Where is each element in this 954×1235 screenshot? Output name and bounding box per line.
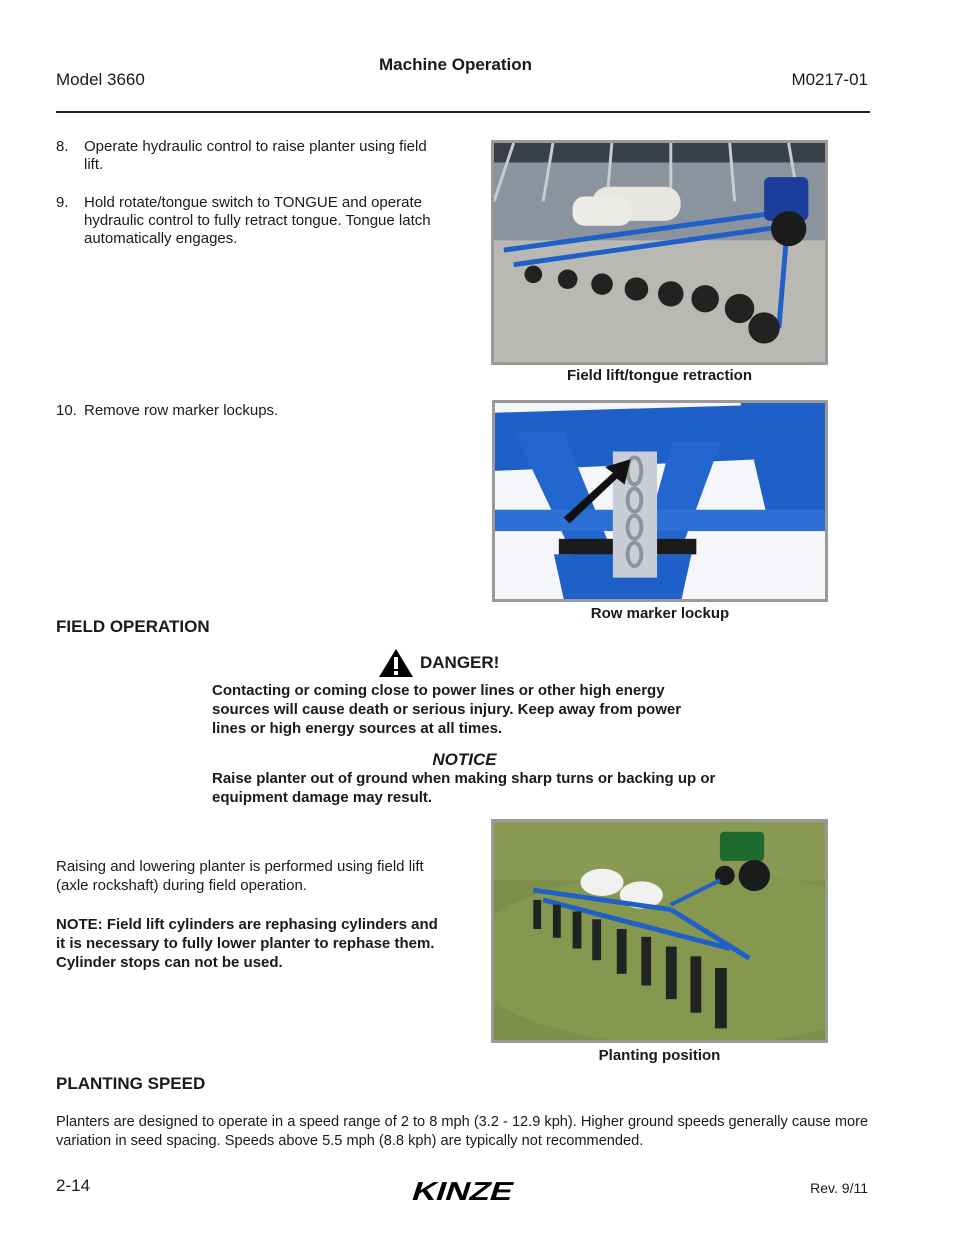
section-heading-field-operation: FIELD OPERATION [56, 617, 210, 636]
figure-caption: Planting position [598, 1047, 721, 1064]
revision-date: Rev. 9/11 [810, 1180, 868, 1196]
notice-title: NOTICE [432, 750, 497, 769]
logo-wordmark: KINZE [408, 1176, 496, 1206]
page-number: 2-14 [56, 1176, 91, 1195]
planter-in-field-illustration [494, 822, 825, 1040]
warning-triangle-icon [378, 648, 414, 678]
step-text: Remove row marker lockups. [84, 402, 279, 419]
step-text: Hold rotate/tongue switch to TONGUE and operate hydraulic control to fully retract tongue. Tongue latch automatically engages. [84, 194, 431, 247]
header-doc-number: M0217-01 [791, 70, 868, 89]
step-8 [56, 138, 456, 178]
kinze-logo-mark [404, 1176, 522, 1206]
photo-row-marker-lockup [492, 400, 828, 602]
planting-speed-body: Planters are designed to operate in a speed range of 2 to 8 mph (3.2 - 12.9 kph). Higher ground speeds generally cause more variation in seed spacing. Speeds above 5.5 mph (8.8 kph) are typically not recommended. [56, 1114, 869, 1149]
field-operation-body: Raising and lowering planter is performed using field lift (axle rockshaft) during field operation. [56, 858, 424, 894]
header-model: Model 3660 [56, 70, 145, 89]
header-section-title: Machine Operation [379, 55, 533, 74]
danger-title: DANGER! [420, 653, 500, 672]
step-9 [56, 194, 456, 254]
step-number: 9. [56, 194, 69, 211]
photo-field-lift-retraction [491, 140, 828, 365]
step-number: 10. [56, 402, 77, 419]
step-number: 8. [56, 138, 69, 155]
header-divider [56, 111, 870, 113]
notice-message: Raise planter out of ground when making sharp turns or backing up or equipment damage may result. [212, 770, 716, 806]
photo-planting-position [491, 819, 828, 1043]
step-10 [56, 402, 456, 422]
danger-message: Contacting or coming close to power lines or other high energy sources will cause death or serious injury. Keep away from power lines or high energy sources at all times. [212, 682, 682, 737]
section-heading-planting-speed: PLANTING SPEED [56, 1074, 206, 1093]
step-text: Operate hydraulic control to raise planter using field lift. [84, 138, 427, 173]
kinze-logo [404, 1176, 522, 1206]
field-operation-note: NOTE: Field lift cylinders are rephasing cylinders and it is necessary to fully lower planter to rephase them. Cylinder stops can not be used. [56, 916, 438, 971]
figure-caption: Field lift/tongue retraction [566, 367, 752, 384]
figure-caption: Row marker lockup [590, 605, 730, 622]
planter-in-shed-illustration [494, 143, 825, 362]
row-marker-lockup-illustration [495, 403, 825, 599]
